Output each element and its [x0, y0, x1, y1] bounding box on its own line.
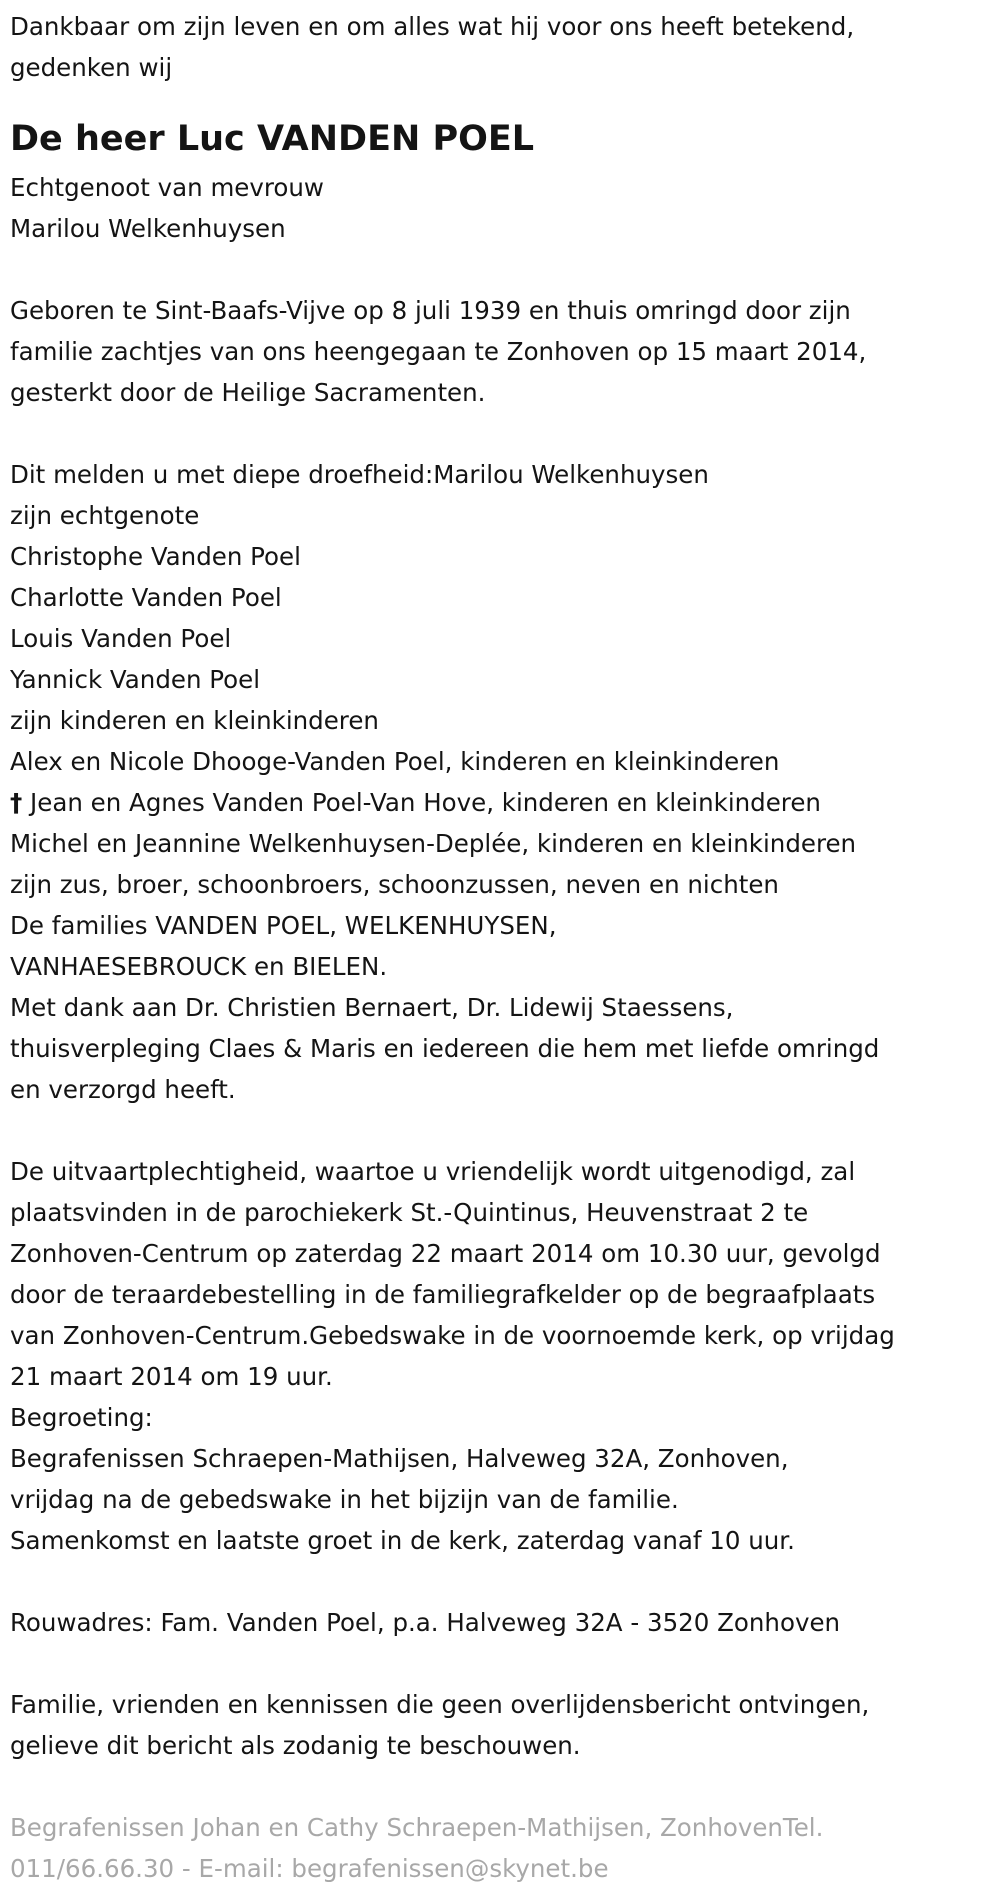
spacer [10, 1643, 990, 1684]
spacer [10, 1766, 990, 1807]
funeral-line: 21 maart 2014 om 19 uur. [10, 1362, 333, 1391]
spacer [10, 1561, 990, 1602]
mourner-line: Yannick Vanden Poel [10, 665, 261, 694]
mourner-line: Louis Vanden Poel [10, 624, 232, 653]
birth-death-line: familie zachtjes van ons heengegaan te Zonhoven op 15 maart 2014, [10, 337, 867, 366]
birth-death-line: Geboren te Sint-Baafs-Vijve op 8 juli 1939 en thuis omringd door zijn [10, 296, 851, 325]
mourner-line: Alex en Nicole Dhooge-Vanden Poel, kinderen en kleinkinderen [10, 747, 780, 776]
notice-section [10, 1684, 990, 1766]
spacer [10, 413, 990, 454]
birth-death-line: gesterkt door de Heilige Sacramenten. [10, 378, 486, 407]
funeral-section [10, 1151, 990, 1561]
funeral-line: Samenkomst en laatste groet in de kerk, zaterdag vanaf 10 uur. [10, 1526, 795, 1555]
mourner-line: Charlotte Vanden Poel [10, 583, 282, 612]
mourner-line: Dit melden u met diepe droefheid:Marilou Welkenhuysen [10, 460, 709, 489]
mourners-section [10, 454, 990, 1110]
mourner-line: zijn kinderen en kleinkinderen [10, 706, 379, 735]
mourner-line: thuisverpleging Claes & Maris en iedereen die hem met liefde omringd [10, 1034, 880, 1063]
spouse-line: Echtgenoot van mevrouw [10, 173, 324, 202]
funeral-home-footer [10, 1807, 990, 1889]
funeral-line: Zonhoven-Centrum op zaterdag 22 maart 2014 om 10.30 uur, gevolgd [10, 1239, 881, 1268]
intro-line: gedenken wij [10, 53, 173, 82]
mourner-deceased-text: Jean en Agnes Vanden Poel-Van Hove, kinderen en kleinkinderen [22, 788, 821, 817]
mourning-address: Rouwadres: Fam. Vanden Poel, p.a. Halveweg 32A - 3520 Zonhoven [10, 1608, 841, 1637]
mourner-line: Met dank aan Dr. Christien Bernaert, Dr. Lidewij Staessens, [10, 993, 734, 1022]
funeral-line: door de teraardebestelling in de familiegrafkelder op de begraafplaats [10, 1280, 876, 1309]
birth-death-section [10, 290, 990, 413]
mourner-line: VANHAESEBROUCK en BIELEN. [10, 952, 388, 981]
mourner-line: Michel en Jeannine Welkenhuysen-Deplée, kinderen en kleinkinderen [10, 829, 857, 858]
notice-line: gelieve dit bericht als zodanig te beschouwen. [10, 1731, 581, 1760]
funeral-line: De uitvaartplechtigheid, waartoe u vriendelijk wordt uitgenodigd, zal [10, 1157, 856, 1186]
mourner-line: Christophe Vanden Poel [10, 542, 301, 571]
funeral-line: plaatsvinden in de parochiekerk St.-Quintinus, Heuvenstraat 2 te [10, 1198, 809, 1227]
spacer [10, 249, 990, 290]
mourner-line-deceased [10, 782, 990, 823]
spouse-line: Marilou Welkenhuysen [10, 214, 286, 243]
footer-line: Begrafenissen Johan en Cathy Schraepen-Mathijsen, ZonhovenTel. [10, 1813, 824, 1842]
funeral-line: Begrafenissen Schraepen-Mathijsen, Halveweg 32A, Zonhoven, [10, 1444, 789, 1473]
mourner-line: zijn zus, broer, schoonbroers, schoonzussen, neven en nichten [10, 870, 779, 899]
spouse-section [10, 167, 990, 249]
mourner-line: De families VANDEN POEL, WELKENHUYSEN, [10, 911, 557, 940]
notice-line: Familie, vrienden en kennissen die geen overlijdensbericht ontvingen, [10, 1690, 870, 1719]
footer-line: 011/66.66.30 - E-mail: begrafenissen@skynet.be [10, 1854, 609, 1883]
cross-icon: † [10, 788, 23, 817]
funeral-line: van Zonhoven-Centrum.Gebedswake in de voornoemde kerk, op vrijdag [10, 1321, 895, 1350]
mourner-line: zijn echtgenote [10, 501, 200, 530]
intro-section [10, 6, 990, 88]
mourner-line: en verzorgd heeft. [10, 1075, 236, 1104]
funeral-line: vrijdag na de gebedswake in het bijzijn van de familie. [10, 1485, 679, 1514]
deceased-name: De heer Luc VANDEN POEL [10, 119, 535, 159]
intro-line: Dankbaar om zijn leven en om alles wat hij voor ons heeft betekend, [10, 12, 855, 41]
spacer [10, 1110, 990, 1151]
funeral-line: Begroeting: [10, 1403, 153, 1432]
